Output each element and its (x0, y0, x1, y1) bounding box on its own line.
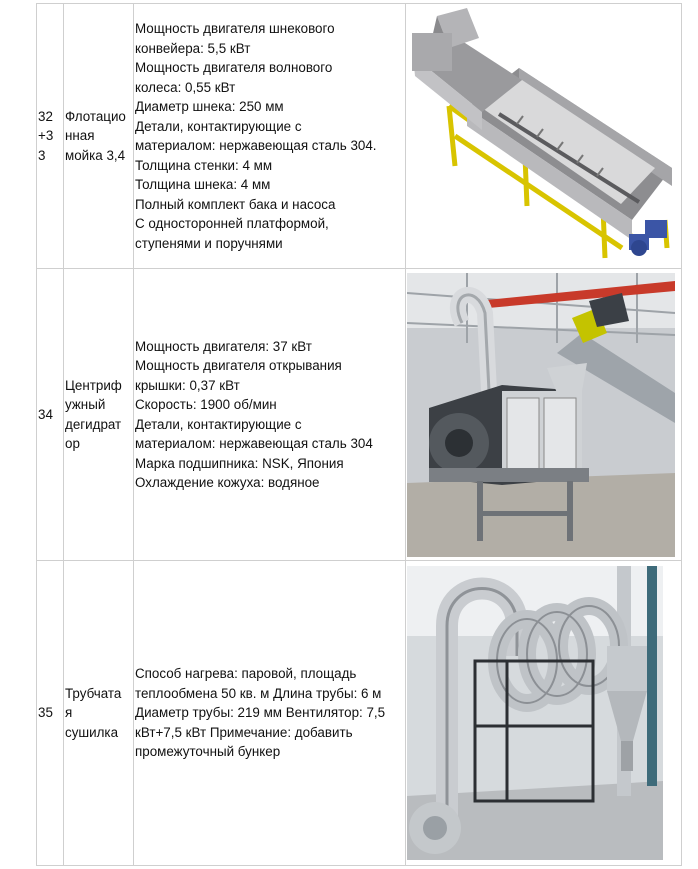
spec-line: Диаметр шнека: 250 мм (135, 99, 284, 114)
spec-line: С односторонней платформой, (135, 216, 329, 231)
centrifugal-dewatering-machine-image (407, 273, 675, 557)
flotation-washer-image (407, 8, 675, 265)
spec-line: Скорость: 1900 об/мин (135, 397, 277, 412)
item-name-cell (64, 561, 134, 866)
spec-line: Толщина шнека: 4 мм (135, 177, 271, 192)
item-name: сушилка (65, 724, 119, 740)
spec-line: Охлаждение кожуха: водяное (135, 475, 320, 490)
spec-line: ступенями и поручнями (135, 235, 283, 251)
spec-line: Толщина стенки: 4 мм (135, 157, 273, 173)
item-number: 35 (38, 705, 53, 721)
item-name: дегидрат (65, 416, 122, 432)
spec-line: материалом: нержавеющая сталь 304. (135, 138, 377, 153)
item-image-cell (406, 269, 682, 561)
spec-line: Полный комплект бака и насоса (135, 196, 336, 212)
spec-line: Мощность двигателя: 37 кВт (135, 338, 312, 354)
item-name: ужный (65, 397, 106, 412)
item-name: ор (65, 436, 80, 451)
item-name: я (65, 705, 73, 721)
spec-line: конвейера: 5,5 кВт (135, 40, 251, 56)
item-number: 34 (38, 406, 53, 422)
item-description-cell (134, 269, 406, 561)
item-name: Центриф (65, 377, 122, 393)
spec-line: Детали, контактирующие с (135, 118, 302, 134)
spec-line: Мощность двигателя открывания (135, 358, 342, 373)
table-row (37, 561, 682, 866)
item-number: +3 (38, 128, 54, 144)
spec-line: Мощность двигателя шнекового (135, 21, 335, 36)
item-name-cell (64, 4, 134, 269)
table-row (37, 4, 682, 269)
spec-line: колеса: 0,55 кВт (135, 79, 236, 95)
item-name: мойка 3,4 (65, 147, 126, 163)
item-name: нная (65, 128, 95, 144)
item-number-cell (37, 269, 64, 561)
item-number: 32 (38, 108, 53, 124)
item-description-cell (134, 561, 406, 866)
specification-table (36, 3, 682, 866)
item-image-cell (406, 561, 682, 866)
spec-line: крышки: 0,37 кВт (135, 377, 240, 393)
spec-line: материалом: нержавеющая сталь 304 (135, 436, 373, 451)
spec-line: Детали, контактирующие с (135, 416, 302, 432)
pipe-dryer-image (407, 566, 663, 860)
item-number-cell (37, 4, 64, 269)
item-description-cell (134, 4, 406, 269)
item-number-cell (37, 561, 64, 866)
item-name: Флотацио (65, 108, 126, 124)
item-number: 3 (38, 147, 46, 163)
table-row (37, 269, 682, 561)
item-name-cell (64, 269, 134, 561)
spec-line: Марка подшипника: NSK, Япония (135, 455, 344, 471)
item-image-cell (406, 4, 682, 269)
spec-paragraph: Способ нагрева: паровой, площадь теплообмена 50 кв. м Длина трубы: 6 м Диаметр трубы: 219 мм Вентилятор: 7,5 кВт+7,5 кВт Примечание: добавить промежуточный бункер (135, 666, 386, 760)
spec-line: Мощность двигателя волнового (135, 60, 333, 75)
item-name: Трубчата (65, 685, 122, 701)
